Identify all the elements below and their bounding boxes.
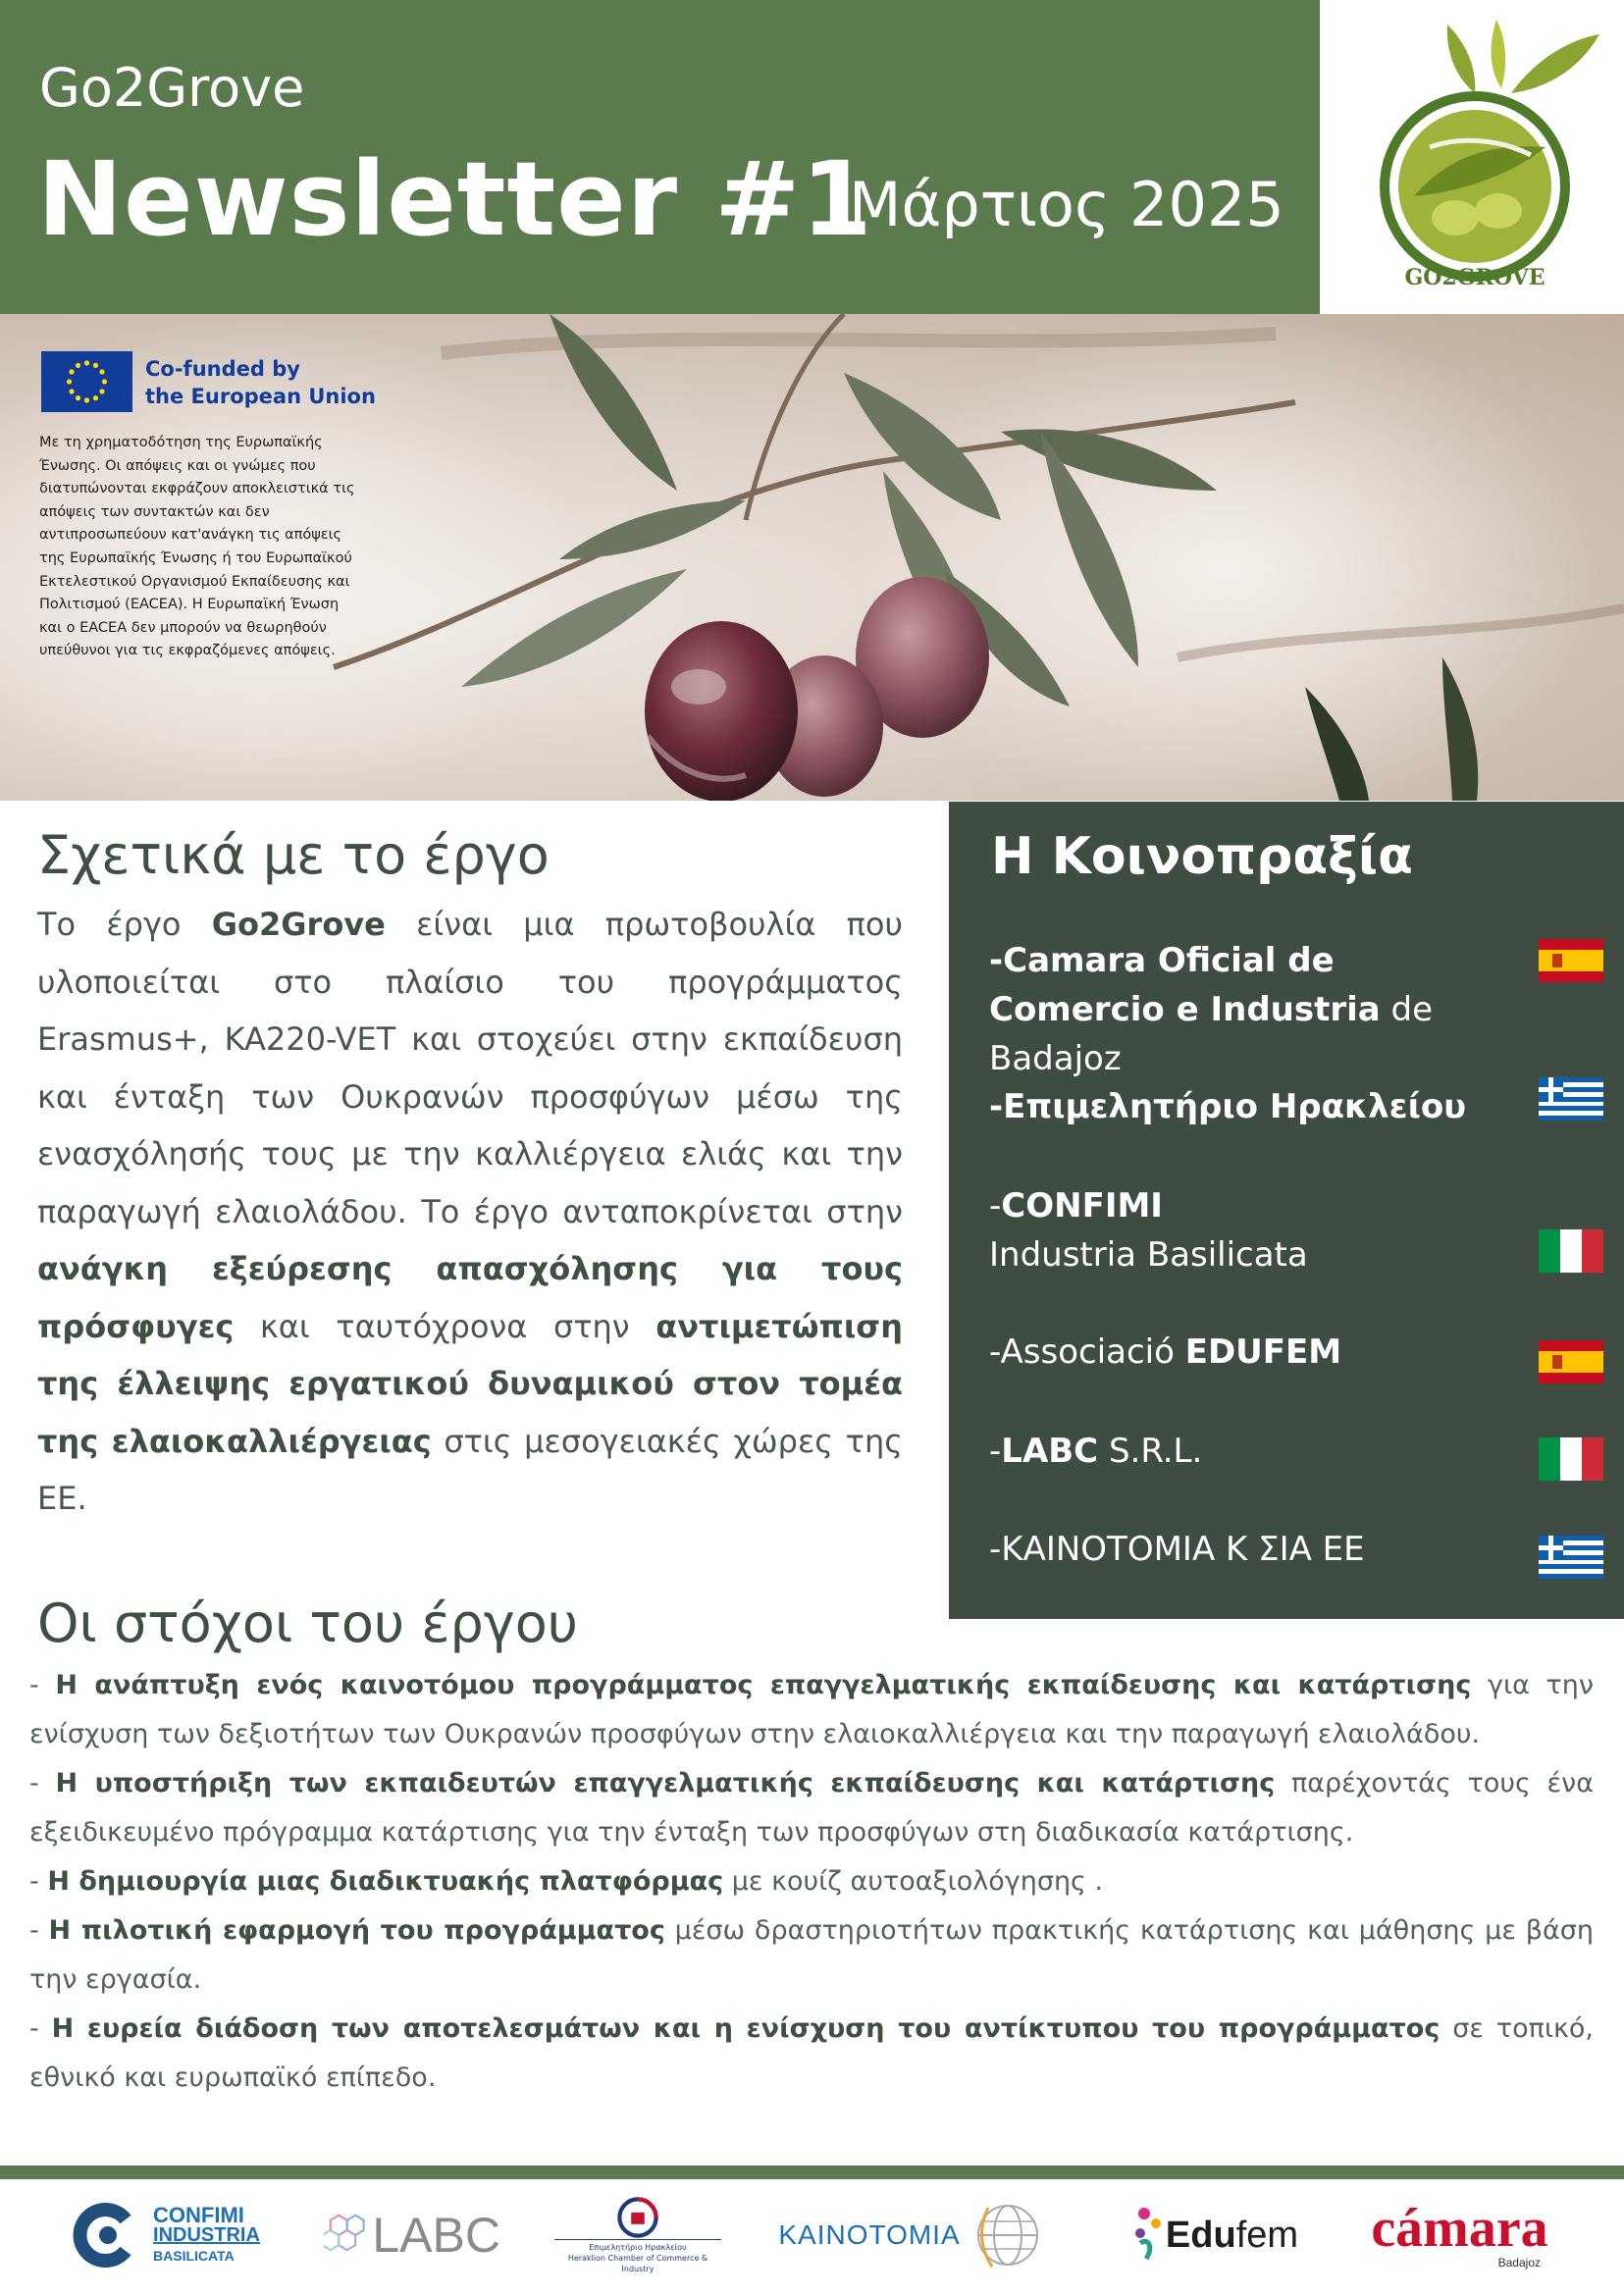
spain-flag-icon	[1539, 1340, 1603, 1383]
about-highlight-1: ανάγκη εξεύρεσης απασχόλησης για τους πρόσφυγες	[37, 1250, 903, 1345]
newsletter-title: Newsletter #1	[37, 139, 873, 259]
member-camara-badajoz	[989, 936, 1519, 1083]
heraklion-chamber-logo	[554, 2196, 721, 2274]
member-5-rest: S.R.L.	[1098, 1432, 1203, 1471]
member-kainotomia: -ΚΑΙΝΟΤΟΜΙΑ Κ ΣΙΑ ΕΕ	[989, 1530, 1365, 1569]
greece-flag-icon	[1539, 1536, 1603, 1579]
goal-2-text: παρέχοντάς τους ένα εξειδικευμένο πρόγραμμα κατάρτισης για την ένταξη των προσφύγων στη διαδικασία κατάρτισης.	[29, 1768, 1595, 1848]
camara-city: Badajoz	[1497, 2256, 1541, 2270]
goal-3-bold: Η δημιουργία μιας διαδικτυακής πλατφόρμας	[47, 1866, 724, 1897]
about-text-4: στις μεσογειακές χώρες της ΕΕ.	[37, 1422, 904, 1517]
goal-5-text: σε τοπικό, εθνικό και ευρωπαϊκό επίπεδο.	[29, 2013, 1594, 2093]
eu-line-2: the European Union	[145, 385, 376, 408]
confimi-line-1: CONFIMI	[153, 2202, 244, 2227]
goal-1-bold: Η ανάπτυξη ενός καινοτόμου προγράμματος επαγγελματικής εκπαίδευσης και κατάρτισης	[55, 1670, 1472, 1700]
brand-name: Go2Grove	[39, 57, 305, 119]
consortium-heading: Η Κοινοπραξία	[991, 827, 1413, 886]
member-heraklion-chamber	[989, 1082, 1519, 1131]
goal-4-bold: Η πιλοτική εφαρμογή του προγράμματος	[48, 1915, 665, 1946]
member-3-bold: CONFIMI	[1001, 1186, 1163, 1226]
goal-3-text: με κουίζ αυτοαξιολόγησης .	[723, 1866, 1104, 1897]
goal-item: - Η ανάπτυξη ενός καινοτόμου προγράμματος επαγγελματικής εκπαίδευσης και κατάρτισης για την ενίσχυση των δεξιοτήτων των Ουκρανών προσφύγων στην ελαιοκαλλιέργεια και την παραγωγή ελαιολάδου.	[29, 1670, 1595, 1749]
goal-2-bold: Η υποστήριξη των εκπαιδευτών επαγγελματικής εκπαίδευσης και κατάρτισης	[55, 1768, 1276, 1799]
confimi-line-2: INDUSTRIA	[153, 2223, 260, 2246]
member-1-bold: -Camara Oficial de Comercio e Industria	[989, 941, 1381, 1029]
eu-disclaimer: Με τη χρηματοδότηση της Ευρωπαϊκής Ένωσης. Οι απόψεις και οι γνώμες που διατυπώνονται εκφράζουν αποκλειστικά τις απόψεις των συντακτών και δεν αντιπροσωπεύουν κατ'ανάγκη τις απόψεις της Ευρωπαϊκής Ένωσης ή του Ευρωπαϊκού Εκτελεστικού Οργανισμού Εκπαίδευσης και Πολιτισμού (EACEA). Η Ευρωπαϊκή Ένωση και ο EACEA δεν μπορούν να θεωρηθούν υπεύθυνοι για τις εκφραζόμενες απόψεις.	[39, 435, 355, 659]
goal-item: - Η πιλοτική εφαρμογή του προγράμματος μέσω δραστηριοτήτων πρακτικής κατάρτισης και μάθησης με βάση την εργασία.	[29, 1915, 1594, 1995]
goals-list	[29, 1661, 1594, 2103]
about-text-3: και ταυτόχρονα στην	[234, 1307, 656, 1345]
eu-flag-icon	[41, 351, 132, 412]
member-5-dash: -	[989, 1432, 1002, 1471]
camara-wordmark: cámara	[1371, 2198, 1548, 2259]
goal-1-text: για την ενίσχυση των δεξιοτήτων των Ουκρανών προσφύγων στην ελαιοκαλλιέργεια και την παραγωγή ελαιολάδου.	[29, 1670, 1595, 1749]
member-3-rest: Industria Basilicata	[989, 1235, 1308, 1275]
eu-stars-icon	[41, 351, 132, 412]
member-4-bold: EDUFEM	[1184, 1332, 1342, 1372]
goal-item: - Η υποστήριξη των εκπαιδευτών επαγγελματικής εκπαίδευσης και κατάρτισης παρέχοντάς τους ένα εξειδικευμένο πρόγραμμα κατάρτισης για την ένταξη των προσφύγων στη διαδικασία κατάρτισης.	[29, 1768, 1595, 1848]
edufem-wordmark-1: Edu	[1165, 2214, 1236, 2256]
goal-item: - Η ευρεία διάδοση των αποτελεσμάτων και η ενίσχυση του αντίκτυπου του προγράμματος σε τοπικό, εθνικό και ευρωπαϊκό επίπεδο.	[29, 2013, 1594, 2093]
member-5-bold: LABC	[1001, 1432, 1099, 1471]
member-4-pre: -Associació	[989, 1332, 1185, 1372]
about-project-name: Go2Grove	[211, 906, 386, 943]
olive-logo-icon	[1320, 0, 1624, 314]
edufem-figures-icon	[1130, 2204, 1166, 2267]
gear-c-icon	[69, 2196, 147, 2274]
eu-line-1: Co-funded by	[145, 357, 300, 381]
greece-flag-icon	[1539, 1077, 1603, 1121]
goal-5-bold: Η ευρεία διάδοση των αποτελεσμάτων και η ενίσχυση του αντίκτυπου του προγράμματος	[51, 2013, 1441, 2044]
heraklion-line-1: Επιμελητήριο Ηρακλείου	[589, 2243, 687, 2252]
member-1-rest: de Badajoz	[989, 990, 1434, 1078]
confimi-logo	[59, 2196, 270, 2274]
logo-text: GO2GROVE	[1404, 265, 1545, 290]
labc-logo	[324, 2196, 500, 2274]
globe-icon	[969, 2198, 1047, 2272]
kainotomia-wordmark: KAINOTOMIA	[778, 2219, 961, 2250]
chamber-emblem-icon	[608, 2196, 667, 2239]
about-text-1: Το έργο	[37, 906, 212, 943]
edufem-wordmark-2: fem	[1235, 2214, 1299, 2256]
kainotomia-logo	[760, 2196, 1065, 2274]
italy-flag-icon	[1539, 1229, 1603, 1273]
about-text-2: είναι μια πρωτοβουλία που υλοποιείται στο πλαίσιο του προγράμματος Erasmus+, KA220-VET και στοχεύει στην εκπαίδευση και ένταξη των Ουκρανών προσφύγων μέσω της ενασχόλησής τους με την καλλιέργεια ελιάς και την παραγωγή ελαιολάδου. Το έργο ανταποκρίνεται στην	[37, 906, 904, 1230]
member-confimi	[989, 1181, 1519, 1279]
about-heading: Σχετικά με το έργο	[37, 824, 550, 886]
confimi-line-3: BASILICATA	[153, 2247, 235, 2264]
heraklion-line-2: Heraklion Chamber of Commerce & Industry	[567, 2254, 708, 2273]
go2grove-logo	[1320, 0, 1624, 314]
member-2-bold: -Επιμελητήριο Ηρακλείου	[989, 1087, 1467, 1126]
labc-wordmark: LABC	[372, 2208, 500, 2263]
spain-flag-icon	[1539, 939, 1603, 982]
about-highlight-2: αντιμετώπιση της έλλειψης εργατικού δυναμικού στον τομέα της ελαιοκαλλιέργειας	[37, 1307, 903, 1460]
about-paragraph	[37, 896, 903, 1528]
newsletter-date: Μάρτιος 2025	[849, 169, 1284, 240]
confimi-wordmark	[153, 2202, 260, 2267]
goals-heading: Οι στόχοι του έργου	[37, 1592, 579, 1654]
goal-item: - Η δημιουργία μιας διαδικτυακής πλατφόρμας με κουίζ αυτοαξιολόγησης .	[29, 1866, 1104, 1897]
member-edufem	[989, 1328, 1519, 1377]
footer-divider	[0, 2166, 1624, 2179]
heraklion-caption	[554, 2239, 721, 2274]
goal-4-text: μέσω δραστηριοτήτων πρακτικής κατάρτισης και μάθησης με βάση την εργασία.	[29, 1915, 1594, 1995]
member-labc	[989, 1427, 1519, 1476]
eu-cofunded-label	[145, 355, 376, 410]
camara-logo	[1349, 2196, 1570, 2274]
member-3-dash: -	[989, 1186, 1002, 1226]
hexagon-icon	[324, 2206, 370, 2265]
edufem-logo	[1128, 2196, 1300, 2274]
italy-flag-icon	[1539, 1437, 1603, 1481]
